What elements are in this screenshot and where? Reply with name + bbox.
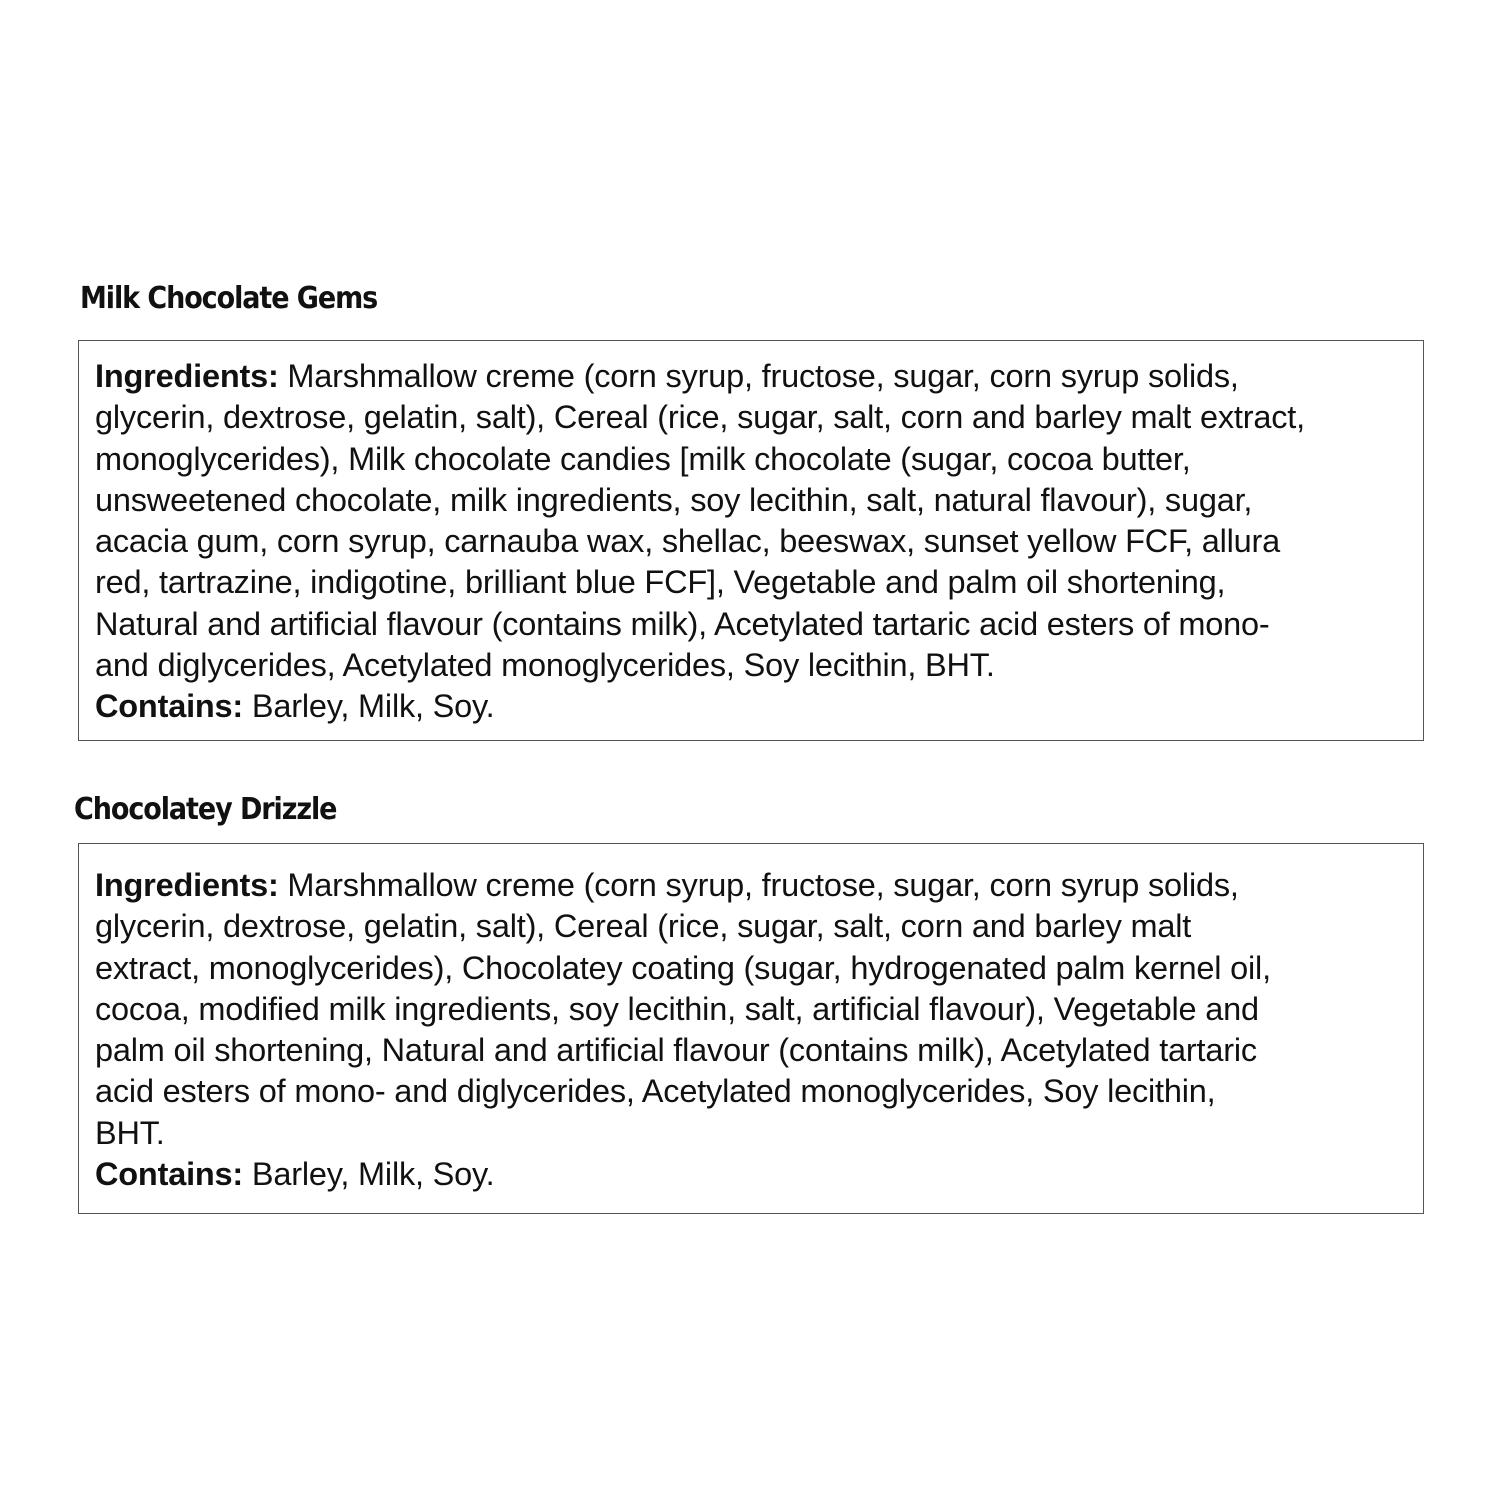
ingredients-line — [95, 865, 1383, 906]
ingredients-line: BHT. — [95, 1114, 165, 1151]
ingredients-text: Marshmallow creme (corn syrup, fructose, sugar, corn syrup solids, — [278, 867, 1239, 903]
ingredients-line: cocoa, modified milk ingredients, soy lecithin, salt, artificial flavour), Vegetable and — [95, 990, 1259, 1027]
ingredients-line: acid esters of mono- and diglycerides, Acetylated monoglycerides, Soy lecithin, — [95, 1073, 1216, 1110]
ingredients-box-chocolatey-drizzle — [78, 843, 1424, 1214]
ingredients-line: glycerin, dextrose, gelatin, salt), Cereal (rice, sugar, salt, corn and barley malt extract, — [95, 399, 1305, 436]
ingredients-line: palm oil shortening, Natural and artificial flavour (contains milk), Acetylated tartaric — [95, 1032, 1257, 1069]
ingredients-text: Marshmallow creme (corn syrup, fructose, sugar, corn syrup solids, — [278, 358, 1239, 394]
ingredients-line: acacia gum, corn syrup, carnauba wax, shellac, beeswax, sunset yellow FCF, allura — [95, 523, 1281, 560]
contains-paragraph — [95, 686, 1383, 727]
ingredients-label: Ingredients: — [95, 867, 279, 903]
ingredients-line: unsweetened chocolate, milk ingredients, soy lecithin, salt, natural flavour), sugar, — [95, 481, 1253, 518]
ingredients-line: Natural and artificial flavour (contains milk), Acetylated tartaric acid esters of mono- — [95, 605, 1270, 642]
contains-text: Barley, Milk, Soy. — [243, 1156, 495, 1193]
contains-label: Contains: — [95, 1156, 244, 1193]
contains-paragraph — [95, 1154, 1383, 1195]
ingredients-box-milk-chocolate-gems — [78, 340, 1424, 741]
ingredients-paragraph — [95, 356, 1383, 686]
ingredients-line: monoglycerides), Milk chocolate candies [milk chocolate (sugar, cocoa butter, — [95, 440, 1191, 477]
contains-line — [95, 686, 1383, 727]
ingredients-paragraph — [95, 865, 1383, 1154]
contains-label: Contains: — [95, 688, 244, 725]
contains-line — [95, 1154, 1383, 1195]
ingredients-line: and diglycerides, Acetylated monoglycerides, Soy lecithin, BHT. — [95, 647, 995, 684]
ingredients-line: glycerin, dextrose, gelatin, salt), Cereal (rice, sugar, salt, corn and barley malt — [95, 908, 1192, 945]
section-title-milk-chocolate-gems: Milk Chocolate Gems — [80, 281, 378, 316]
ingredients-label: Ingredients: — [95, 358, 279, 394]
section-title-chocolatey-drizzle: Chocolatey Drizzle — [74, 792, 337, 827]
ingredients-line: red, tartrazine, indigotine, brilliant blue FCF], Vegetable and palm oil shortening, — [95, 564, 1226, 601]
ingredients-line: extract, monoglycerides), Chocolatey coating (sugar, hydrogenated palm kernel oil, — [95, 949, 1271, 986]
ingredients-line — [95, 356, 1383, 397]
contains-text: Barley, Milk, Soy. — [243, 688, 495, 725]
